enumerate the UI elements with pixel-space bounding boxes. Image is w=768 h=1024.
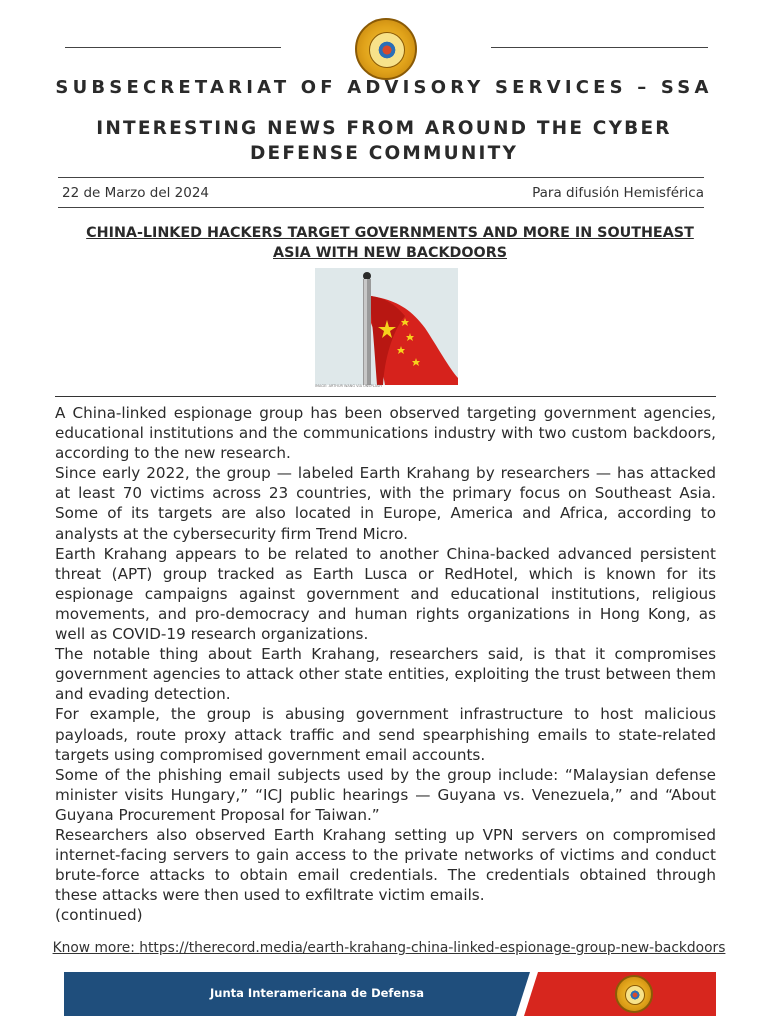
continued-note: (continued) [55, 906, 143, 925]
date-rule-top [58, 177, 704, 178]
paragraph: For example, the group is abusing government infrastructure to host malicious payloads, route proxy attack traffic and send spearphishing emails to state-related targets using compromised government email accounts. [55, 705, 716, 764]
paragraph: Since early 2022, the group — labeled Earth Krahang by researchers — has attacked at least 70 victims across 23 countries, with the primary focus on Southeast Asia. Some of its targets are also located in Europe, America and Africa, according to analysts at the cybersecurity firm Trend Micro. [55, 464, 716, 543]
know-more-label: Know more: [52, 940, 140, 956]
footer-label: Junta Interamericana de Defensa [210, 986, 425, 1000]
paragraph: Some of the phishing email subjects used by the group include: “Malaysian defense minister visits Hungary,” “ICJ public hearings — Guyana vs. Venezuela,” and “About Guyana Procurement Proposal for Taiwan.” [55, 765, 716, 824]
header-rule-left [65, 47, 281, 48]
distribution-note: Para difusión Hemisférica [532, 185, 704, 201]
footer-band [64, 972, 716, 1016]
jid-seal-logo [355, 18, 417, 80]
header-rule-right [491, 47, 708, 48]
source-url[interactable]: https://therecord.media/earth-krahang-china-linked-espionage-group-new-backdoors [139, 940, 726, 956]
article-rule [55, 396, 716, 397]
china-flag-image [315, 268, 458, 385]
paragraph: Earth Krahang appears to be related to another China-backed advanced persistent threat (APT) group tracked as Earth Lusca or RedHotel, which is known for its espionage campaigns against government and educational institutions, religious movements, and pro-democracy and human rights organizations in Hong Kong, as well as COVID-19 research organizations. [55, 544, 716, 644]
article-title: CHINA-LINKED HACKERS TARGET GOVERNMENTS AND MORE IN SOUTHEAST ASIA WITH NEW BACKDOORS [86, 225, 694, 261]
know-more-link[interactable] [0, 940, 768, 956]
image-credit: IMAGE: ARTHUR WANG VIA UNSPLASH [315, 384, 382, 388]
china-flag-graphic [315, 268, 458, 385]
paragraph: A China-linked espionage group has been observed targeting government agencies, educational institutions and the communications industry with two custom backdoors, according to the new research. [55, 404, 716, 463]
paragraph: The notable thing about Earth Krahang, researchers said, is that it compromises government agencies to attack other state entities, exploiting the trust between them and evading detection. [55, 645, 716, 704]
paragraph: Researchers also observed Earth Krahang setting up VPN servers on compromised internet-facing servers to gain access to the private networks of victims and conduct brute-force attacks to obtain email credentials. The credentials obtained through these attacks were then used to exfiltrate victim emails. [55, 825, 716, 905]
publication-date: 22 de Marzo del 2024 [62, 185, 210, 201]
article-body [55, 403, 716, 925]
org-title: SUBSECRETARIAT OF ADVISORY SERVICES – SSA [55, 77, 713, 98]
newsletter-headline: INTERESTING NEWS FROM AROUND THE CYBER DEFENSE COMMUNITY [96, 118, 672, 164]
footer-seal-logo [615, 975, 653, 1013]
date-rule-bottom [58, 207, 704, 208]
